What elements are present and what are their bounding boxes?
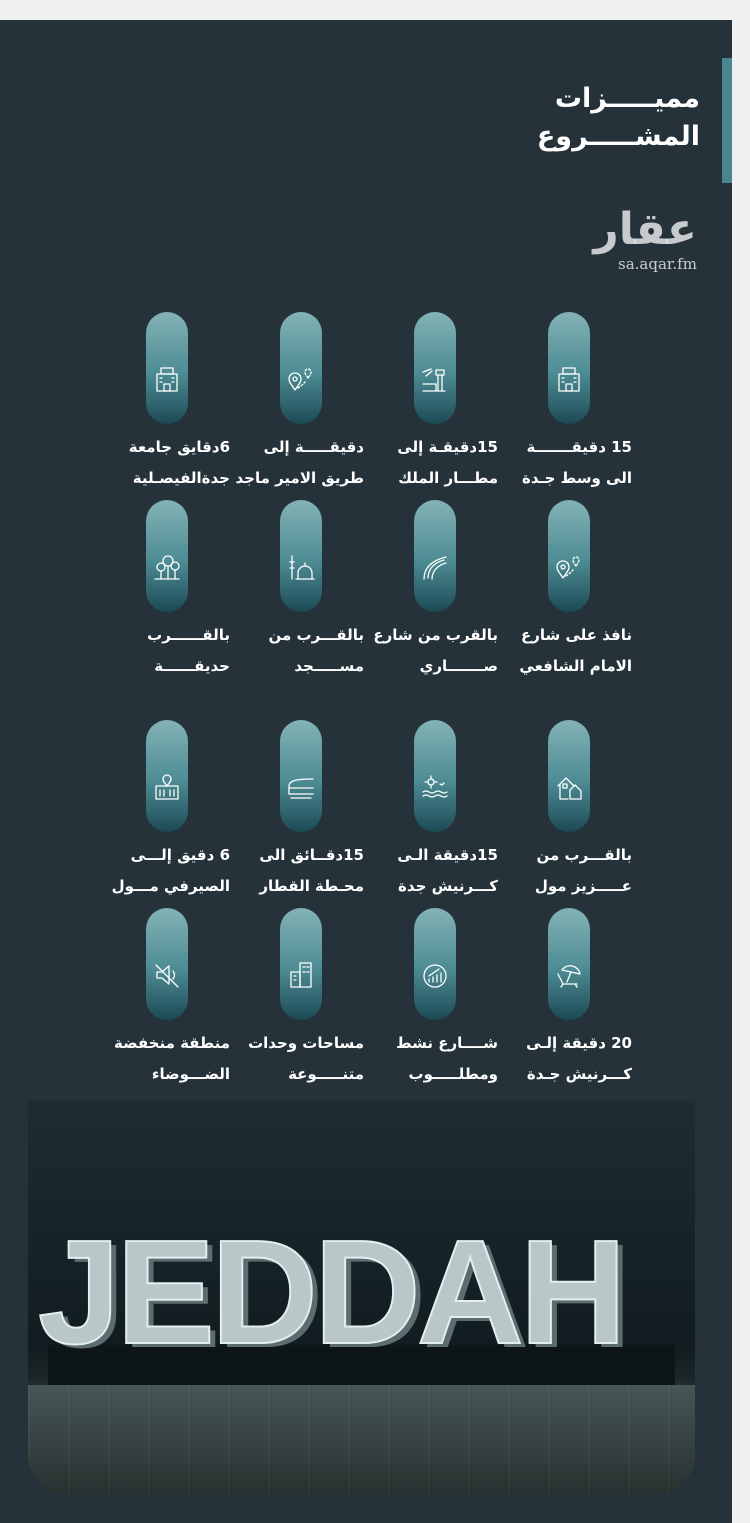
feature-label-line-1: 15دقيقة الـى	[397, 846, 498, 864]
feature-label-line-2: صـــــــاري	[419, 657, 498, 675]
title-line-1: مميـــــزات	[554, 83, 700, 114]
feature-item	[234, 720, 368, 900]
feature-label-line-1: بالقـــرب من	[536, 846, 632, 864]
feature-pill	[548, 312, 590, 424]
feature-label	[506, 432, 632, 494]
feature-label	[506, 620, 632, 682]
feature-label	[372, 620, 498, 682]
feature-label-line-2: الصيرفي مـــول	[111, 877, 230, 895]
page-title	[537, 80, 700, 156]
features-row	[100, 500, 636, 680]
feature-label	[238, 840, 364, 902]
features-row	[100, 312, 636, 492]
jeddah-sign-photo	[28, 1100, 695, 1495]
feature-label-line-1: 15دقيقـة إلى	[397, 438, 498, 456]
feature-item	[368, 312, 502, 492]
feature-pill	[414, 908, 456, 1020]
feature-item	[100, 312, 234, 492]
route-pin-icon	[554, 552, 584, 582]
feature-label	[235, 432, 364, 494]
feature-label-line-1: بالقــــــرب	[147, 626, 230, 644]
mall-pin-icon	[152, 772, 182, 802]
feature-label-line-2: الامام الشافعي	[519, 657, 632, 675]
feature-label-line-2: كـــرنيش جـدة	[526, 1065, 632, 1083]
downtown-building-icon	[554, 364, 584, 394]
feature-pill	[548, 500, 590, 612]
feature-item	[100, 500, 234, 680]
feature-label	[104, 432, 230, 494]
feature-label-line-2: مطـــار الملك	[398, 469, 498, 487]
jeddah-sign-text: JEDDAH	[38, 1210, 623, 1375]
feature-label-line-2: الى وسط جـدة	[522, 469, 632, 487]
feature-pill	[280, 908, 322, 1020]
feature-pill	[146, 312, 188, 424]
feature-pill	[548, 720, 590, 832]
feature-label-line-1: دقيقـــــة إلى	[263, 438, 364, 456]
sea-sun-icon	[420, 772, 450, 802]
feature-label-line-1: مساحات وحدات	[248, 1034, 364, 1052]
growth-chart-icon	[420, 960, 450, 990]
feature-item	[502, 720, 636, 900]
feature-item	[502, 908, 636, 1088]
feature-label	[104, 840, 230, 902]
feature-pill	[414, 312, 456, 424]
feature-item	[368, 720, 502, 900]
feature-label-line-1: 15دقــائق الى	[259, 846, 364, 864]
mosque-icon	[286, 552, 316, 582]
feature-label-line-1: منطقة منخفضة	[113, 1034, 230, 1052]
feature-label-line-2: عـــــزيز مول	[534, 877, 632, 895]
feature-pill	[280, 500, 322, 612]
feature-label	[506, 1028, 632, 1090]
feature-label-line-1: نافذ على شارع	[520, 626, 632, 644]
title-line-2: المشـــــروع	[536, 121, 700, 152]
feature-label-line-1: 6دقايق جامعة	[128, 438, 230, 456]
route-pin-icon	[286, 364, 316, 394]
airport-icon	[420, 364, 450, 394]
feature-label	[372, 1028, 498, 1090]
feature-label-line-2: ومطلـــــوب	[408, 1065, 498, 1083]
feature-label-line-2: مســـــجد	[294, 657, 364, 675]
feature-item	[100, 908, 234, 1088]
aqar-watermark	[590, 205, 697, 273]
feature-label	[506, 840, 632, 902]
paved-ground	[28, 1385, 695, 1495]
feature-label-line-1: بالقـــرب من	[268, 626, 364, 644]
feature-pill	[146, 908, 188, 1020]
university-building-icon	[152, 364, 182, 394]
watermark-domain: sa.aqar.fm	[618, 255, 697, 273]
feature-label-line-1: 6 دقيق إلـــى	[130, 846, 230, 864]
feature-pill	[146, 500, 188, 612]
feature-item	[234, 908, 368, 1088]
feature-item	[368, 908, 502, 1088]
feature-label	[104, 620, 230, 682]
feature-item	[234, 312, 368, 492]
features-row	[100, 720, 636, 900]
feature-label-line-2: حديقــــــة	[154, 657, 230, 675]
feature-label-line-2: الضـــوضاء	[151, 1065, 230, 1083]
features-row	[100, 908, 636, 1088]
trees-icon	[152, 552, 182, 582]
accent-bar	[722, 58, 732, 183]
road-icon	[420, 552, 450, 582]
mute-icon	[152, 960, 182, 990]
feature-pill	[280, 312, 322, 424]
feature-label-line-1: شــــارع نشط	[396, 1034, 498, 1052]
feature-pill	[280, 720, 322, 832]
beach-chair-icon	[554, 960, 584, 990]
train-icon	[286, 772, 316, 802]
feature-label-line-2: متنـــــوعة	[288, 1065, 364, 1083]
feature-label-line-2: كـــرنيش جدة	[398, 877, 498, 895]
feature-label-line-2: طريق الامير ماجد	[235, 469, 364, 487]
feature-item	[502, 312, 636, 492]
feature-label	[238, 620, 364, 682]
feature-label-line-2: محـطة القطار	[259, 877, 364, 895]
feature-item	[368, 500, 502, 680]
feature-pill	[414, 500, 456, 612]
apartment-buildings-icon	[286, 960, 316, 990]
feature-label-line-1: 15 دقيقـــــــة	[526, 438, 632, 456]
feature-label	[372, 840, 498, 902]
watermark-logo: عقار	[593, 204, 697, 255]
feature-label	[104, 1028, 230, 1090]
feature-item	[100, 720, 234, 900]
feature-label-line-1: 20 دقيقة إلـى	[526, 1034, 632, 1052]
feature-pill	[146, 720, 188, 832]
feature-label-line-1: بالقرب من شارع	[373, 626, 498, 644]
feature-pill	[548, 908, 590, 1020]
feature-label-line-2: جدةالفيصـلية	[132, 469, 230, 487]
houses-icon	[554, 772, 584, 802]
feature-label	[372, 432, 498, 494]
feature-item	[502, 500, 636, 680]
feature-item	[234, 500, 368, 680]
feature-label	[238, 1028, 364, 1090]
feature-pill	[414, 720, 456, 832]
